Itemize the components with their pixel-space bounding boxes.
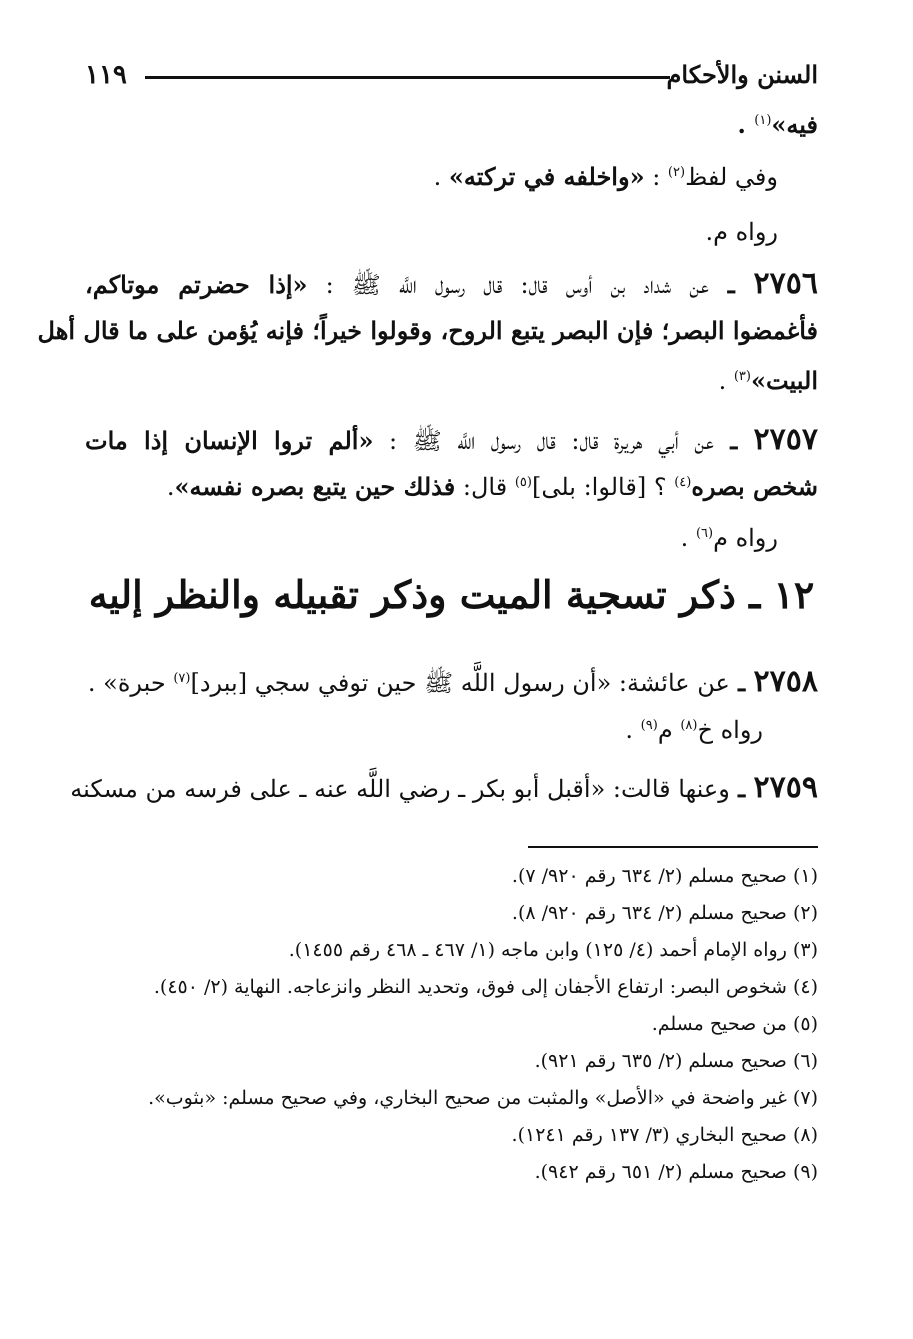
separator: ـ — [708, 270, 754, 299]
hadith-quote: البيت» — [750, 366, 818, 395]
hadith-text: قال: — [455, 473, 515, 501]
continuation-text: فيه» — [771, 110, 818, 139]
hadith-text: عن عائشة: «أن رسول اللَّه ﷺ حين توفي سجي [ببرد] — [190, 669, 730, 697]
continuation-line — [738, 110, 818, 139]
separator: ـ — [713, 426, 754, 455]
hadith-2757-line-1 — [85, 422, 818, 461]
punctuation: . — [680, 524, 696, 552]
running-header — [85, 60, 818, 96]
punctuation: . — [433, 163, 449, 191]
narration-text: م — [657, 716, 681, 744]
punctuation: ؟ — [646, 473, 675, 501]
punctuation: . — [625, 716, 641, 744]
punctuation: . — [737, 110, 755, 139]
footnote-ref: (٧) — [173, 671, 191, 686]
hadith-intro: عن شداد بن أوس قال: قال رسول اللَّه ﷺ : — [307, 271, 709, 299]
footnote-7: (٧) غير واضحة في «الأصل» والمثبت من صحيح البخاري، وفي صحيح مسلم: «بثوب». — [148, 1087, 818, 1109]
footnote-4: (٤) شخوص البصر: ارتفاع الأجفان إلى فوق، وتحديد النظر وانزعاجه. النهاية (٢/ ٤٥٠). — [153, 976, 818, 998]
footnote-ref: (٩) — [640, 718, 658, 733]
footnotes — [85, 858, 818, 1191]
footnote-3: (٣) رواه الإمام أحمد (٤/ ١٢٥) وابن ماجه (١/ ٤٦٧ ـ ٤٦٨ رقم ١٤٥٥). — [288, 939, 818, 961]
narration-line — [625, 716, 763, 744]
header-rule — [145, 76, 670, 79]
hadith-2759-line-1 — [70, 770, 818, 805]
footnote-ref: (١) — [754, 113, 772, 128]
footnote-ref: (٣) — [733, 369, 751, 384]
footnote-2: (٢) صحيح مسلم (٢/ ٦٣٤ رقم ٩٢٠/ ٨). — [511, 902, 818, 924]
footnote-ref: (٥) — [514, 475, 532, 490]
hadith-quote: شخص بصره — [691, 472, 818, 501]
variant-intro: وفي لفظ — [685, 163, 778, 191]
footnote-8: (٨) صحيح البخاري (٣/ ١٣٧ رقم ١٢٤١). — [511, 1124, 818, 1146]
section-title: ١٢ ـ ذكر تسجية الميت وذكر تقبيله والنظر إليه — [88, 572, 815, 617]
book-title: السنن والأحكام — [666, 60, 818, 89]
hadith-quote: فذلك حين يتبع بصره نفسه» — [174, 472, 456, 501]
hadith-quote: «ألم تروا الإنسان إذا مات — [85, 426, 374, 455]
footnote-ref: (٢) — [667, 165, 686, 180]
variant-wording-line — [434, 162, 778, 191]
punctuation: . — [166, 473, 175, 501]
hadith-text: وعنها قالت: «أقبل أبو بكر ـ رضي اللَّه عنه ـ على فرسه من مسكنه — [70, 775, 730, 803]
hadith-intro: عن أبي هريرة قال: قال رسول اللَّه ﷺ : — [373, 427, 714, 455]
hadith-2756-line-3 — [719, 366, 818, 395]
footnote-ref: (٤) — [674, 475, 692, 490]
footnote-ref: (٨) — [680, 718, 698, 733]
hadith-number: ٢٧٥٨ — [753, 664, 818, 699]
hadith-quote: «إذا حضرتم موتاكم، — [85, 270, 308, 299]
footnote-ref: (٦) — [695, 526, 714, 541]
narration-text: رواه خ — [697, 716, 763, 744]
footnote-5: (٥) من صحيح مسلم. — [651, 1013, 818, 1035]
narration-line — [681, 524, 778, 552]
hadith-2756-line-1 — [85, 266, 818, 305]
hadith-2756-line-2: فأغمضوا البصر؛ فإن البصر يتبع الروح، وقولوا خيراً؛ فإنه يُؤمن على ما قال أهل — [37, 316, 818, 345]
page-number: ١١٩ — [85, 60, 127, 90]
narration-line — [705, 218, 778, 246]
bracketed-addition: [قالوا: بلى] — [531, 473, 647, 501]
narration-text: رواه م. — [705, 218, 778, 246]
footnote-1: (١) صحيح مسلم (٢/ ٦٣٤ رقم ٩٢٠/ ٧). — [511, 865, 818, 887]
hadith-text: حبرة» . — [87, 669, 174, 697]
separator: ـ — [729, 668, 754, 697]
narration-text: رواه م — [713, 524, 778, 552]
punctuation: : — [644, 163, 668, 191]
footnote-9: (٩) صحيح مسلم (٢/ ٦٥١ رقم ٩٤٢). — [534, 1161, 818, 1183]
footnote-6: (٦) صحيح مسلم (٢/ ٦٣٥ رقم ٩٢١). — [534, 1050, 818, 1072]
footnote-rule — [528, 846, 818, 848]
hadith-number: ٢٧٥٩ — [753, 770, 818, 805]
punctuation: . — [718, 367, 734, 395]
hadith-2757-line-2 — [167, 472, 818, 501]
variant-quote: «واخلفه في تركته» — [448, 162, 645, 191]
hadith-number: ٢٧٥٧ — [753, 422, 818, 457]
hadith-number: ٢٧٥٦ — [753, 266, 818, 301]
separator: ـ — [729, 774, 754, 803]
hadith-2758-line-1 — [88, 664, 818, 703]
